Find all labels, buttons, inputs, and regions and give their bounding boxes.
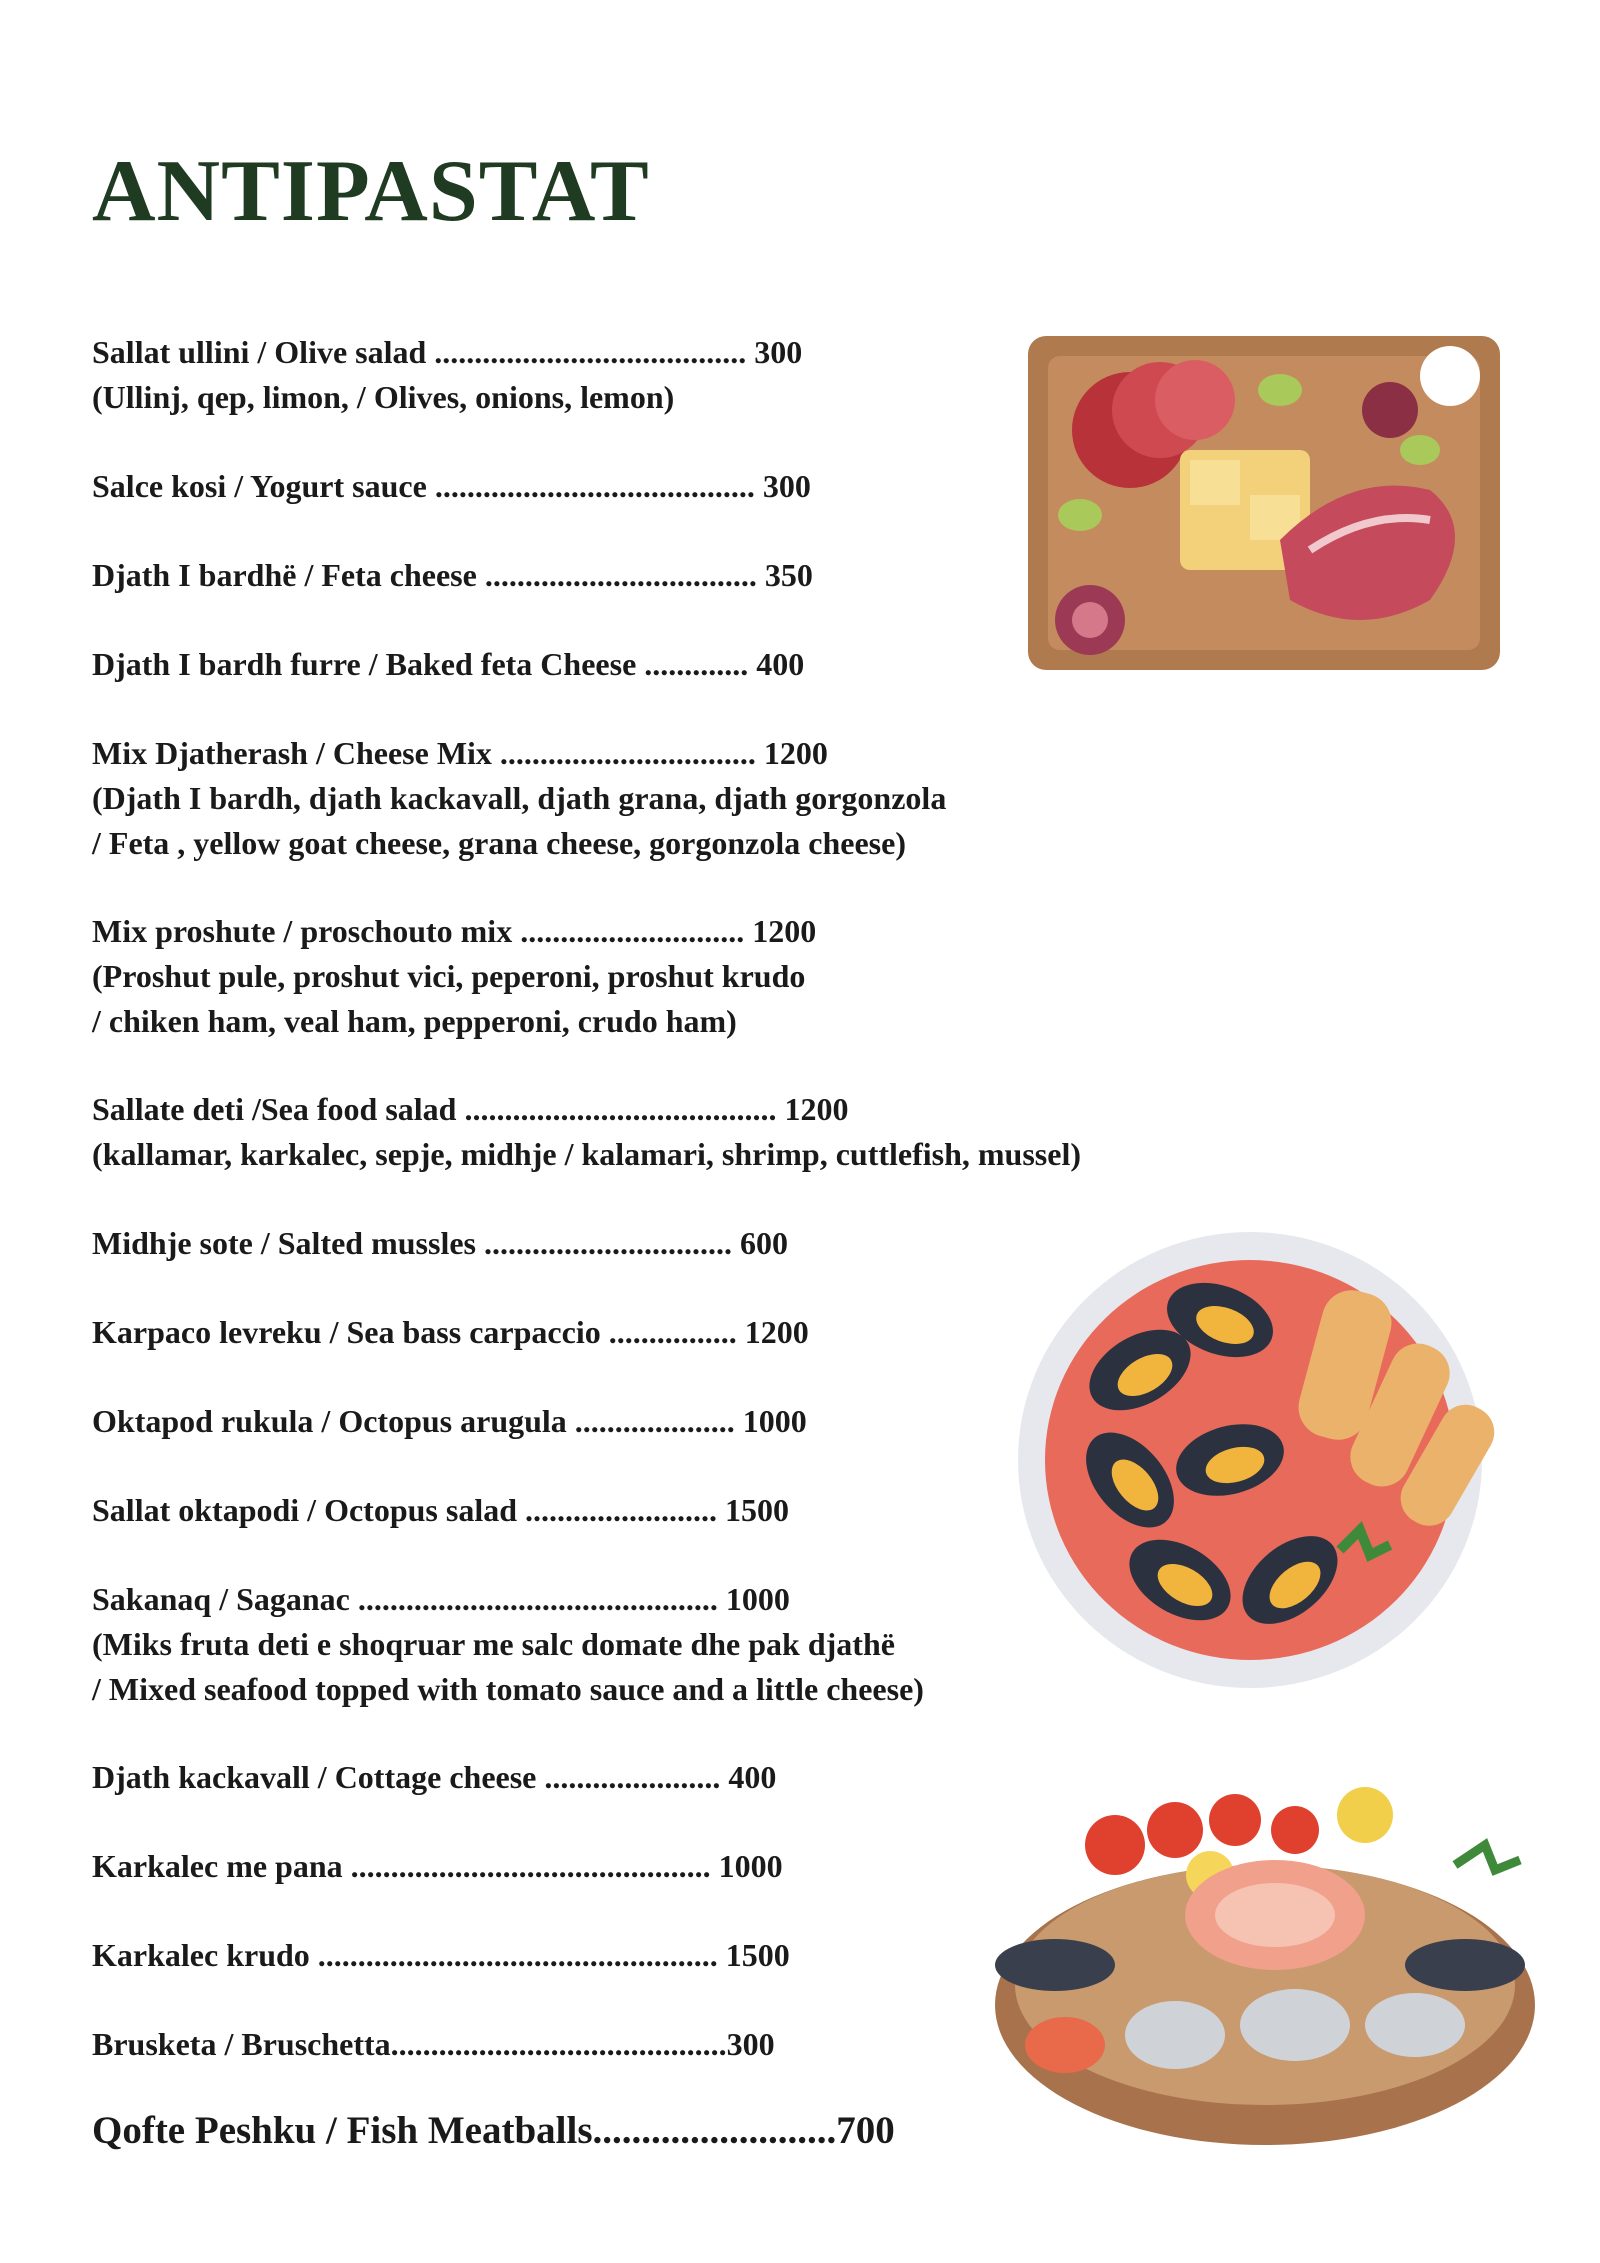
charcuterie-board-illustration xyxy=(1010,300,1510,680)
menu-item-line: Djath I bardhë / Feta cheese .................................. 350 xyxy=(92,557,813,593)
menu-item-line: Salce kosi / Yogurt sauce ........................................ 300 xyxy=(92,468,811,504)
menu-item-line: Qofte Peshku / Fish Meatballs.........................700 xyxy=(92,2109,895,2152)
menu-item xyxy=(92,2108,895,2153)
menu-item-line: Mix proshute / proschouto mix ............................ 1200 xyxy=(92,913,817,949)
menu-title: ANTIPASTAT xyxy=(92,143,650,240)
menu-item xyxy=(92,1755,776,1800)
menu-item-description: (Ullinj, qep, limon, / Olives, onions, lemon) xyxy=(92,379,675,415)
menu-item xyxy=(92,1844,783,1889)
menu-item-description: (Djath I bardh, djath kackavall, djath grana, djath gorgonzola xyxy=(92,780,947,816)
menu-item-line: Sallat oktapodi / Octopus salad ........................ 1500 xyxy=(92,1492,789,1528)
menu-item xyxy=(92,1221,788,1266)
menu-item-description: (Miks fruta deti e shoqruar me salc domate dhe pak djathë xyxy=(92,1626,895,1662)
menu-item-line: Sakanaq / Saganac ............................................. 1000 xyxy=(92,1581,790,1617)
seafood-platter-illustration xyxy=(985,1775,1545,2155)
menu-item xyxy=(92,1087,1081,1177)
menu-item xyxy=(92,909,816,1044)
menu-item xyxy=(92,1310,809,1355)
menu-item-line: Mix Djatherash / Cheese Mix ................................ 1200 xyxy=(92,735,828,771)
menu-item-line: Brusketa / Bruschetta..........................................300 xyxy=(92,2026,775,2062)
menu-item xyxy=(92,1399,807,1444)
menu-item-line: Sallate deti /Sea food salad ....................................... 1200 xyxy=(92,1091,849,1127)
menu-item xyxy=(92,1488,789,1533)
menu-item xyxy=(92,553,813,598)
menu-item-description: / Feta , yellow goat cheese, grana cheese, gorgonzola cheese) xyxy=(92,825,906,861)
menu-item xyxy=(92,1577,924,1712)
menu-item-description: / Mixed seafood topped with tomato sauce and a little cheese) xyxy=(92,1671,924,1707)
menu-item-line: Djath kackavall / Cottage cheese ...................... 400 xyxy=(92,1759,777,1795)
menu-item-line: Karkalec me pana ............................................. 1000 xyxy=(92,1848,783,1884)
menu-item xyxy=(92,1933,790,1978)
menu-item-description: / chiken ham, veal ham, pepperoni, crudo ham) xyxy=(92,1003,737,1039)
mussels-plate-illustration xyxy=(1010,1210,1520,1700)
menu-item xyxy=(92,330,802,420)
menu-item-description: (kallamar, karkalec, sepje, midhje / kalamari, shrimp, cuttlefish, mussel) xyxy=(92,1136,1081,1172)
menu-item-description: (Proshut pule, proshut vici, peperoni, proshut krudo xyxy=(92,958,806,994)
menu-item xyxy=(92,731,946,866)
menu-item-line: Sallat ullini / Olive salad ....................................... 300 xyxy=(92,334,803,370)
menu-item xyxy=(92,2022,775,2067)
menu-item-line: Oktapod rukula / Octopus arugula .................... 1000 xyxy=(92,1403,807,1439)
menu-item-line: Djath I bardh furre / Baked feta Cheese ............. 400 xyxy=(92,646,805,682)
menu-item xyxy=(92,642,804,687)
menu-item-line: Karpaco levreku / Sea bass carpaccio ................ 1200 xyxy=(92,1314,809,1350)
menu-item-line: Karkalec krudo .................................................. 1500 xyxy=(92,1937,790,1973)
menu-item-line: Midhje sote / Salted mussles ............................... 600 xyxy=(92,1225,788,1261)
menu-item xyxy=(92,464,811,509)
